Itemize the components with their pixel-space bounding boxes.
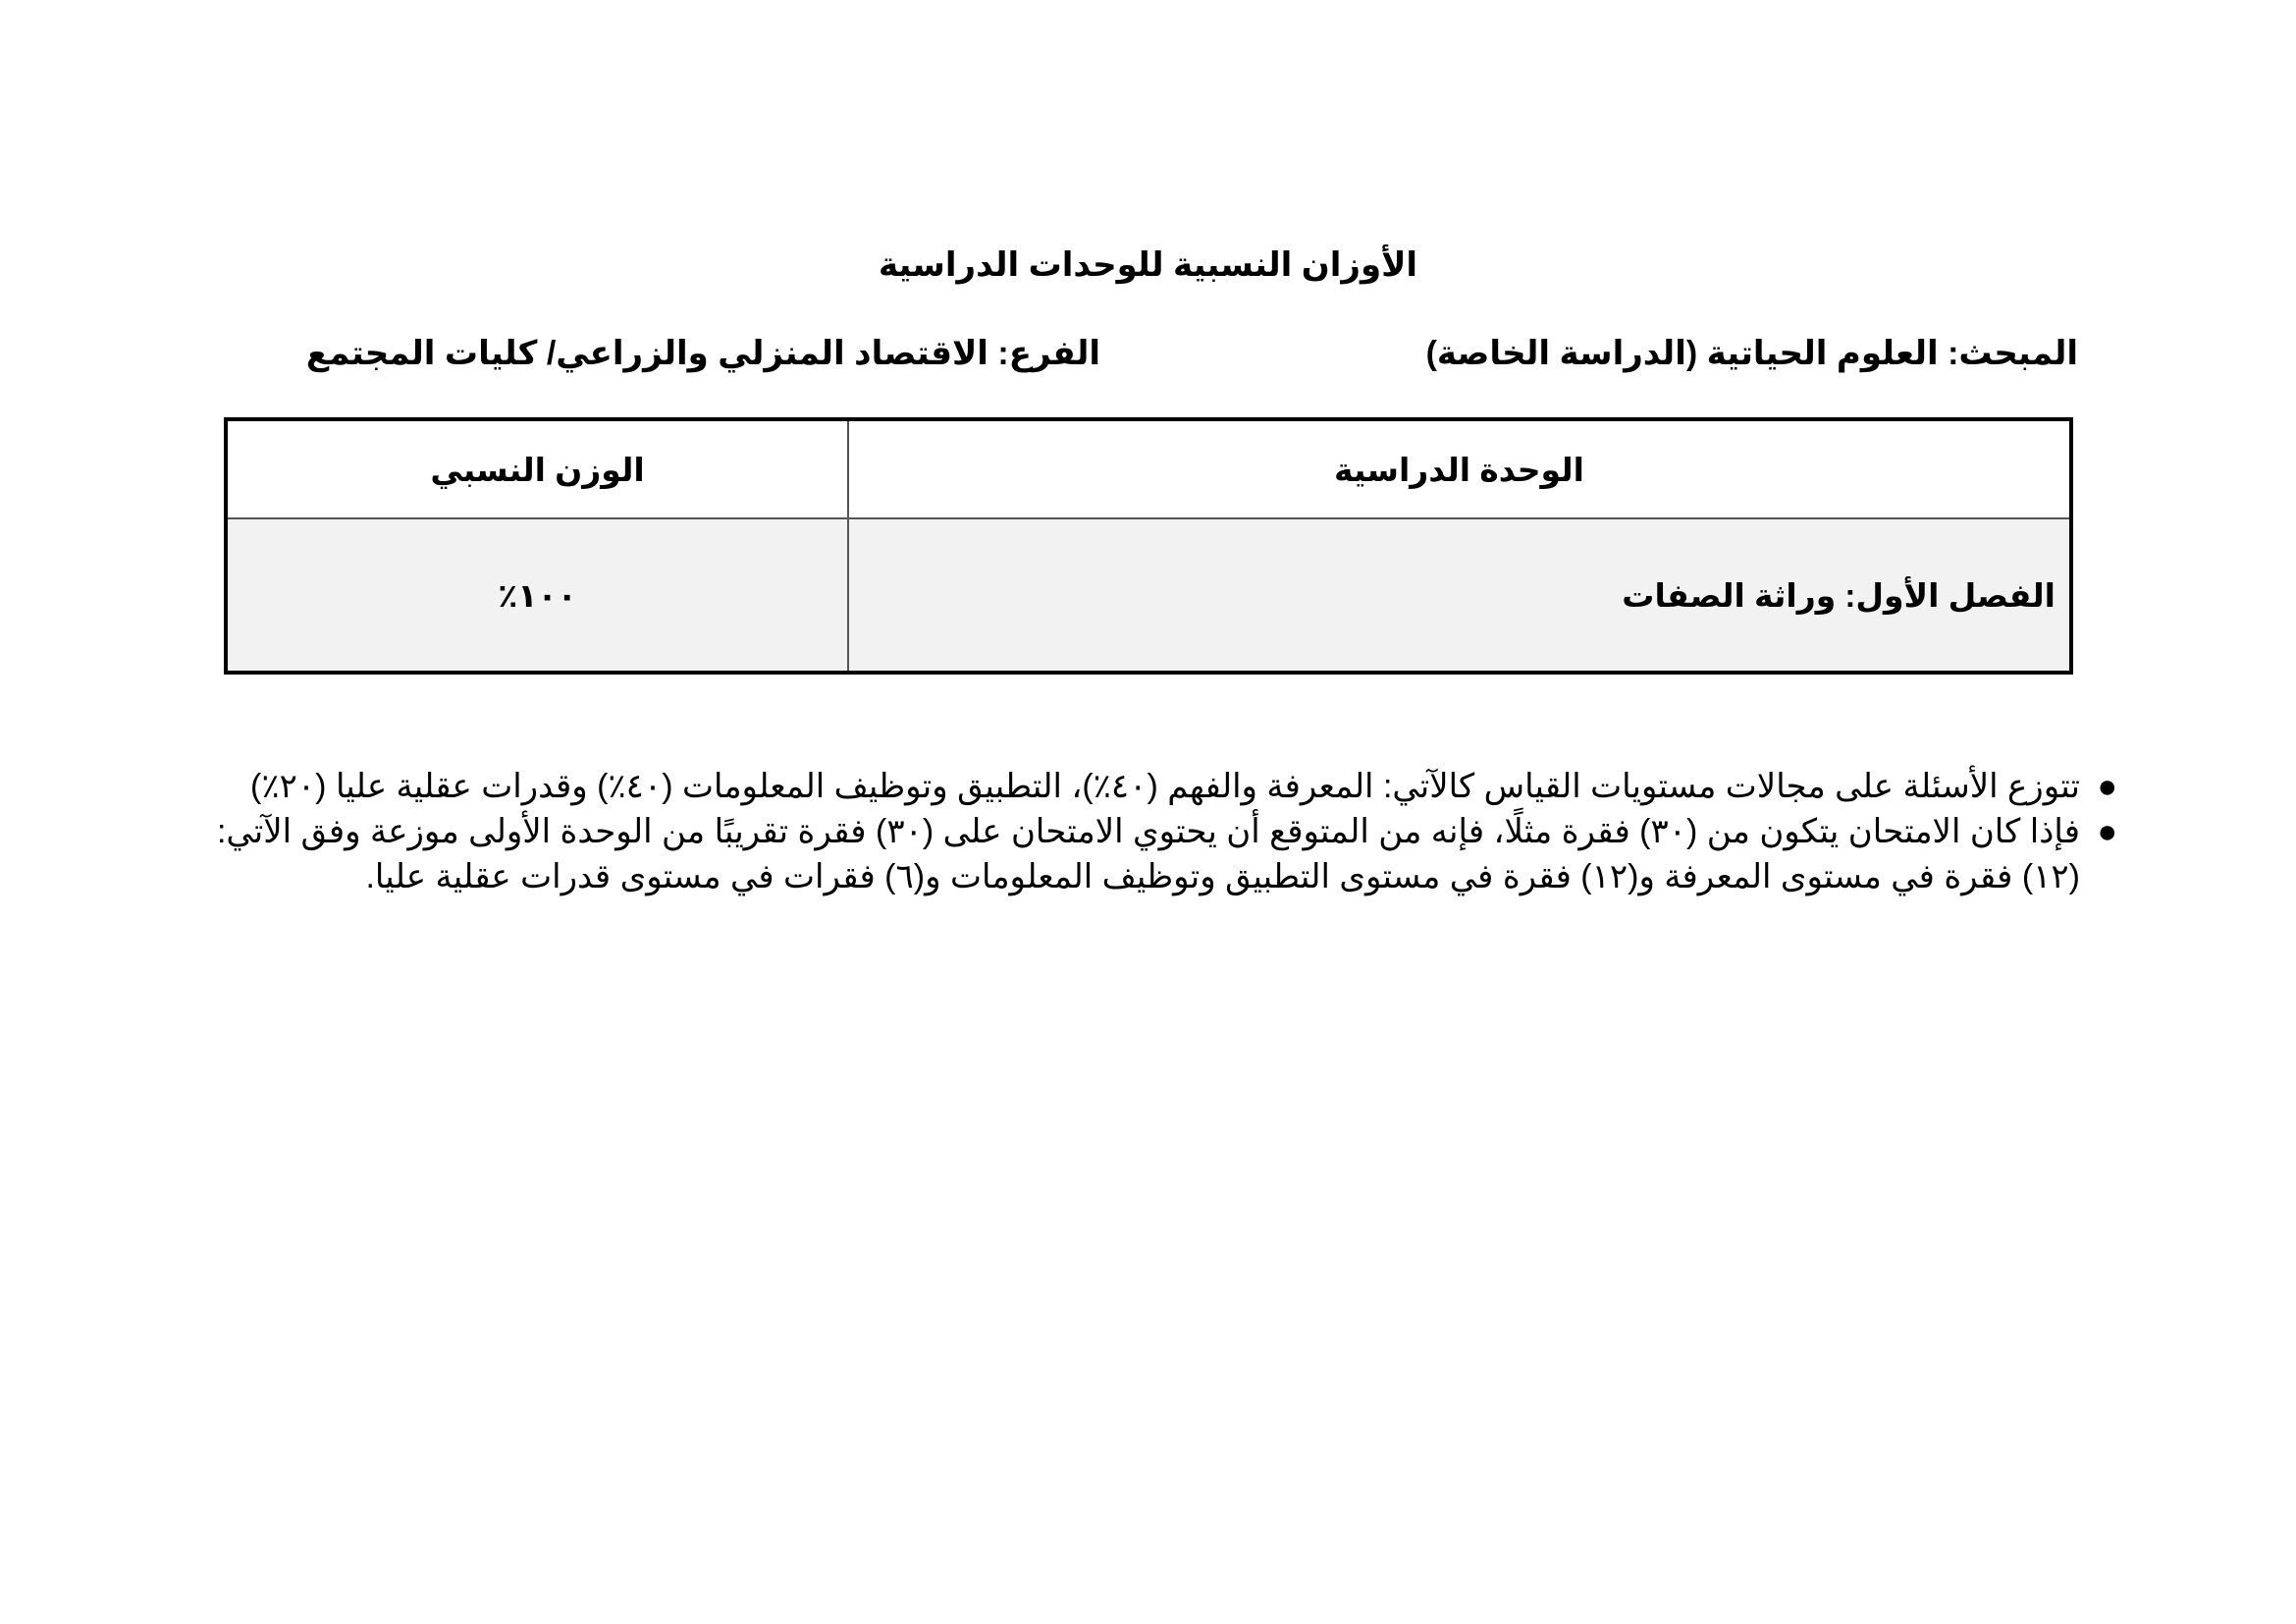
relative-weights-table bbox=[224, 417, 2073, 675]
unit-cell: الفصل الأول: وراثة الصفات bbox=[848, 518, 2071, 673]
header-unit: الوحدة الدراسية bbox=[848, 419, 2071, 518]
bullet-icon: ● bbox=[2097, 813, 2117, 850]
subject-label: المبحث: العلوم الحياتية (الدراسة الخاصة) bbox=[1425, 335, 2078, 372]
list-item bbox=[87, 809, 2117, 899]
note-text-continued: (١٢) فقرة في مستوى المعرفة و(١٢) فقرة في مستوى التطبيق وتوظيف المعلومات و(٦) فقرات في مستوى قدرات عقلية عليا. bbox=[365, 858, 2080, 895]
header-weight: الوزن النسبي bbox=[226, 419, 848, 518]
note-text: تتوزع الأسئلة على مجالات مستويات القياس كالآتي: المعرفة والفهم (٤٠٪)، التطبيق وتوظيف المعلومات (٤٠٪) وقدرات عقلية عليا (٢٠٪) bbox=[250, 768, 2080, 805]
bullet-icon: ● bbox=[2097, 768, 2117, 805]
weight-cell: ١٠٠٪ bbox=[226, 518, 848, 673]
table-header-row bbox=[226, 419, 2071, 518]
list-item bbox=[87, 764, 2117, 809]
note-text: فإذا كان الامتحان يتكون من (٣٠) فقرة مثلًا، فإنه من المتوقع أن يحتوي الامتحان على (٣٠) فقرة تقريبًا من الوحدة الأولى موزعة وفق الآتي: bbox=[216, 813, 2080, 850]
table-row bbox=[226, 518, 2071, 673]
page-title: الأوزان النسبية للوحدات الدراسية bbox=[878, 246, 1418, 284]
branch-label: الفرع: الاقتصاد المنزلي والزراعي/ كليات المجتمع bbox=[305, 335, 1100, 372]
notes-list bbox=[87, 764, 2119, 899]
